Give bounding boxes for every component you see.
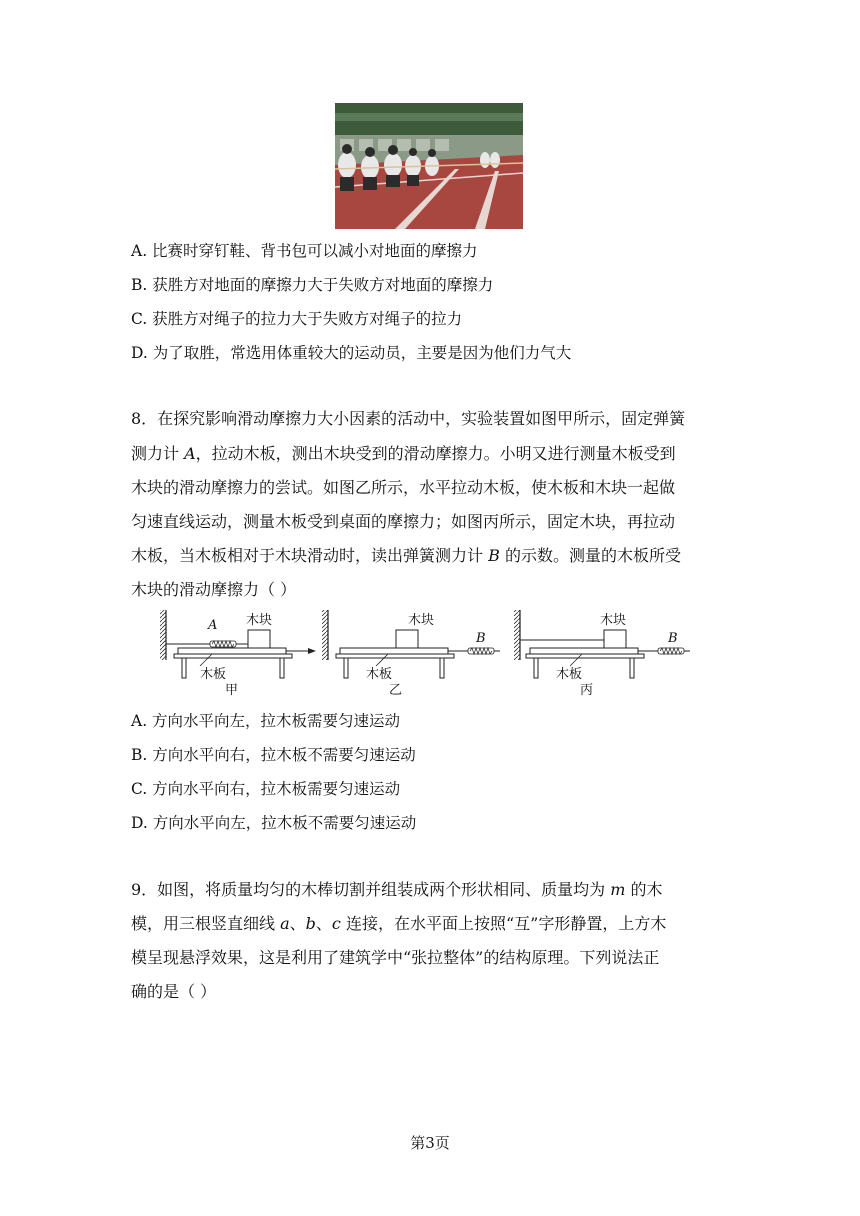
tug-of-war-photo — [335, 103, 523, 229]
wood-block — [396, 630, 418, 648]
q8-stem-line-6: 木块的滑动摩擦力（ ） — [131, 580, 297, 599]
label-a: A — [208, 618, 218, 633]
label-b: B — [476, 631, 486, 646]
q7-option-b: B. 获胜方对地面的摩擦力大于失败方对地面的摩擦力 — [131, 276, 494, 294]
caption-jia: 甲 — [225, 683, 239, 698]
arrow-icon — [308, 648, 316, 654]
wood-board — [340, 648, 448, 654]
friction-experiment-figure — [150, 604, 710, 700]
label-block: 木块 — [600, 613, 627, 628]
label-board: 木板 — [366, 667, 393, 682]
label-board: 木板 — [556, 667, 583, 682]
label-board: 木板 — [200, 667, 227, 682]
q9-stem-line-1: 9．如图，将质量均匀的木棒切割并组装成两个形状相同、质量均为 m 的木 — [131, 880, 663, 899]
q7-option-c: C. 获胜方对绳子的拉力大于失败方对绳子的拉力 — [131, 310, 463, 328]
spring-scale-a — [210, 641, 236, 647]
q8-option-c: C. 方向水平向右，拉木板需要匀速运动 — [131, 780, 401, 798]
panel-jia — [160, 610, 316, 698]
panel-yi — [322, 610, 500, 698]
spring-scale-b — [468, 648, 494, 654]
panel-bing — [514, 610, 690, 698]
wood-board — [530, 648, 638, 654]
page-number: 第3页 — [410, 1134, 450, 1152]
q9-stem-line-2: 模，用三根竖直细线 a、b、c 连接，在水平面上按照“互”字形静置，上方木 — [131, 914, 667, 933]
caption-bing: 丙 — [580, 683, 594, 698]
q9-stem-line-3: 模呈现悬浮效果，这是利用了建筑学中“张拉整体”的结构原理。下列说法正 — [131, 948, 660, 967]
wood-block — [604, 630, 626, 648]
q9-stem-line-4: 确的是（ ） — [131, 982, 217, 1001]
label-block: 木块 — [246, 613, 273, 628]
q8-stem-line-3: 木块的滑动摩擦力的尝试。如图乙所示，水平拉动木板，使木板和木块一起做 — [131, 478, 676, 497]
label-block: 木块 — [408, 613, 435, 628]
q7-option-a: A. 比赛时穿钉鞋、背书包可以减小对地面的摩擦力 — [131, 242, 478, 260]
q8-option-d: D. 方向水平向左，拉木板不需要匀速运动 — [131, 814, 417, 832]
q8-stem-line-4: 匀速直线运动，测量木板受到桌面的摩擦力；如图丙所示，固定木块，再拉动 — [131, 512, 676, 531]
wood-board — [178, 648, 286, 654]
spring-scale-b — [658, 648, 684, 654]
q8-stem-line-2: 测力计 A，拉动木板，测出木块受到的滑动摩擦力。小明又进行测量木板受到 — [131, 444, 676, 463]
wood-block — [248, 630, 270, 648]
q8-option-b: B. 方向水平向右，拉木板不需要匀速运动 — [131, 746, 416, 764]
q8-stem-line-5: 木板，当木板相对于木块滑动时，读出弹簧测力计 B 的示数。测量的木板所受 — [131, 546, 681, 565]
label-b: B — [668, 631, 678, 646]
q8-stem-line-1: 8．在探究影响滑动摩擦力大小因素的活动中，实验装置如图甲所示，固定弹簧 — [131, 409, 686, 428]
q7-option-d: D. 为了取胜，常选用体重较大的运动员，主要是因为他们力气大 — [131, 344, 572, 362]
caption-yi: 乙 — [389, 683, 403, 698]
q8-option-a: A. 方向水平向左，拉木板需要匀速运动 — [131, 712, 401, 730]
